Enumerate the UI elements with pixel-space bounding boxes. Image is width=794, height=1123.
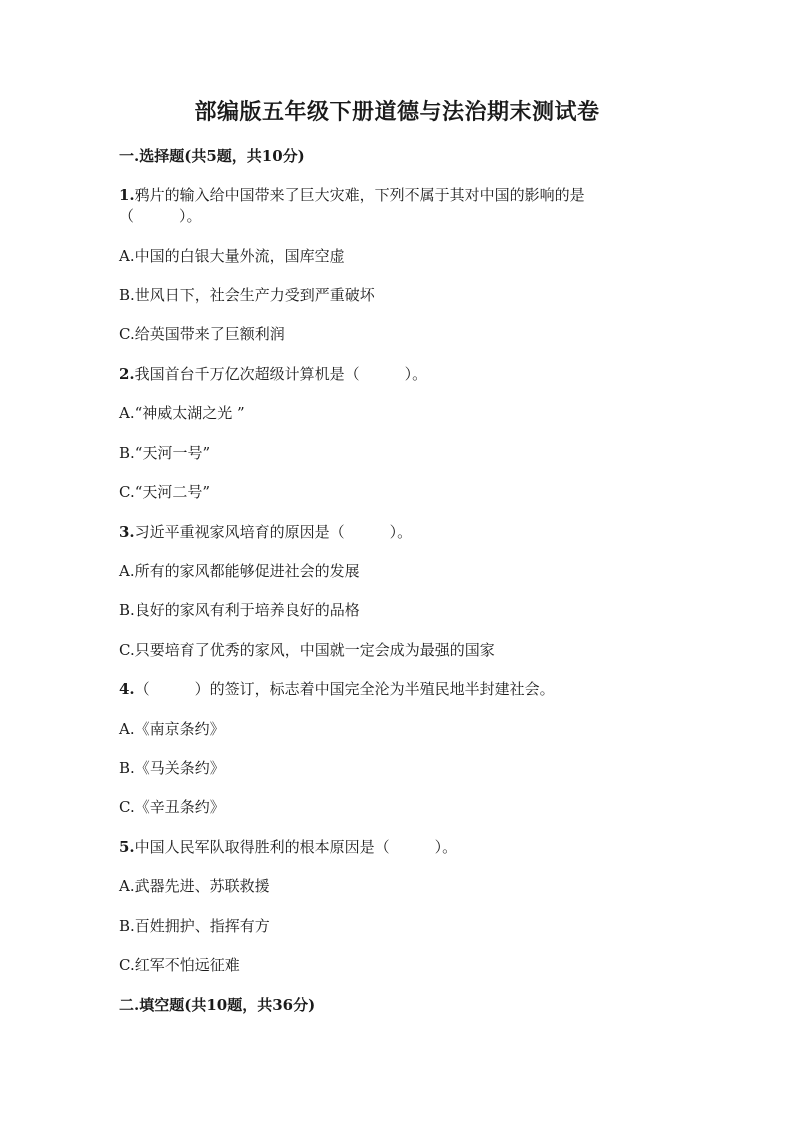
question-1-stem (119, 184, 585, 206)
question-4-option-b: B.《马关条约》 (119, 759, 225, 777)
section-heading-choice: 一.选择题(共5题，共10分) (119, 147, 305, 165)
question-number: 3. (119, 523, 135, 541)
question-number: 2. (119, 365, 135, 383)
question-number: 1. (119, 186, 135, 204)
question-3-option-b: B.良好的家风有利于培养良好的品格 (119, 601, 360, 619)
question-4-stem (119, 678, 555, 700)
question-5-option-b: B.百姓拥护、指挥有方 (119, 917, 270, 935)
question-1-option-c: C.给英国带来了巨额利润 (119, 325, 285, 343)
question-text: 我国首台千万亿次超级计算机是（ ）。 (134, 365, 428, 383)
question-2-stem (119, 363, 427, 385)
question-4-option-a: A.《南京条约》 (119, 720, 225, 738)
exam-title: 部编版五年级下册道德与法治期末测试卷 (194, 99, 600, 125)
question-1-option-a: A.中国的白银大量外流，国库空虚 (119, 247, 345, 265)
question-4-option-c: C.《辛丑条约》 (119, 798, 225, 816)
question-5-option-c: C.红军不怕远征难 (119, 956, 240, 974)
question-3-stem (119, 521, 412, 543)
question-2-option-b: B.“天河一号” (119, 444, 211, 462)
question-text: （ ）的签订，标志着中国完全沦为半殖民地半封建社会。 (134, 680, 555, 698)
question-1-option-b: B.世风日下，社会生产力受到严重破坏 (119, 286, 375, 304)
question-text: 鸦片的输入给中国带来了巨大灾难，下列不属于其对中国的影响的是 (134, 186, 585, 204)
question-3-option-a: A.所有的家风都能够促进社会的发展 (119, 562, 360, 580)
question-3-option-c: C.只要培育了优秀的家风，中国就一定会成为最强的国家 (119, 641, 495, 659)
section-heading-fill-blank: 二.填空题(共10题，共36分) (119, 996, 316, 1014)
question-number: 5. (119, 838, 135, 856)
question-text: 中国人民军队取得胜利的根本原因是（ ）。 (134, 838, 458, 856)
question-5-stem (119, 836, 457, 858)
question-text: 习近平重视家风培育的原因是（ ）。 (134, 523, 413, 541)
question-5-option-a: A.武器先进、苏联救援 (119, 877, 270, 895)
question-2-option-a: A.“神威太湖之光 ” (119, 404, 245, 422)
question-number: 4. (119, 680, 135, 698)
question-1-stem-continued: （ ）。 (119, 207, 202, 225)
question-2-option-c: C.“天河二号” (119, 483, 211, 501)
